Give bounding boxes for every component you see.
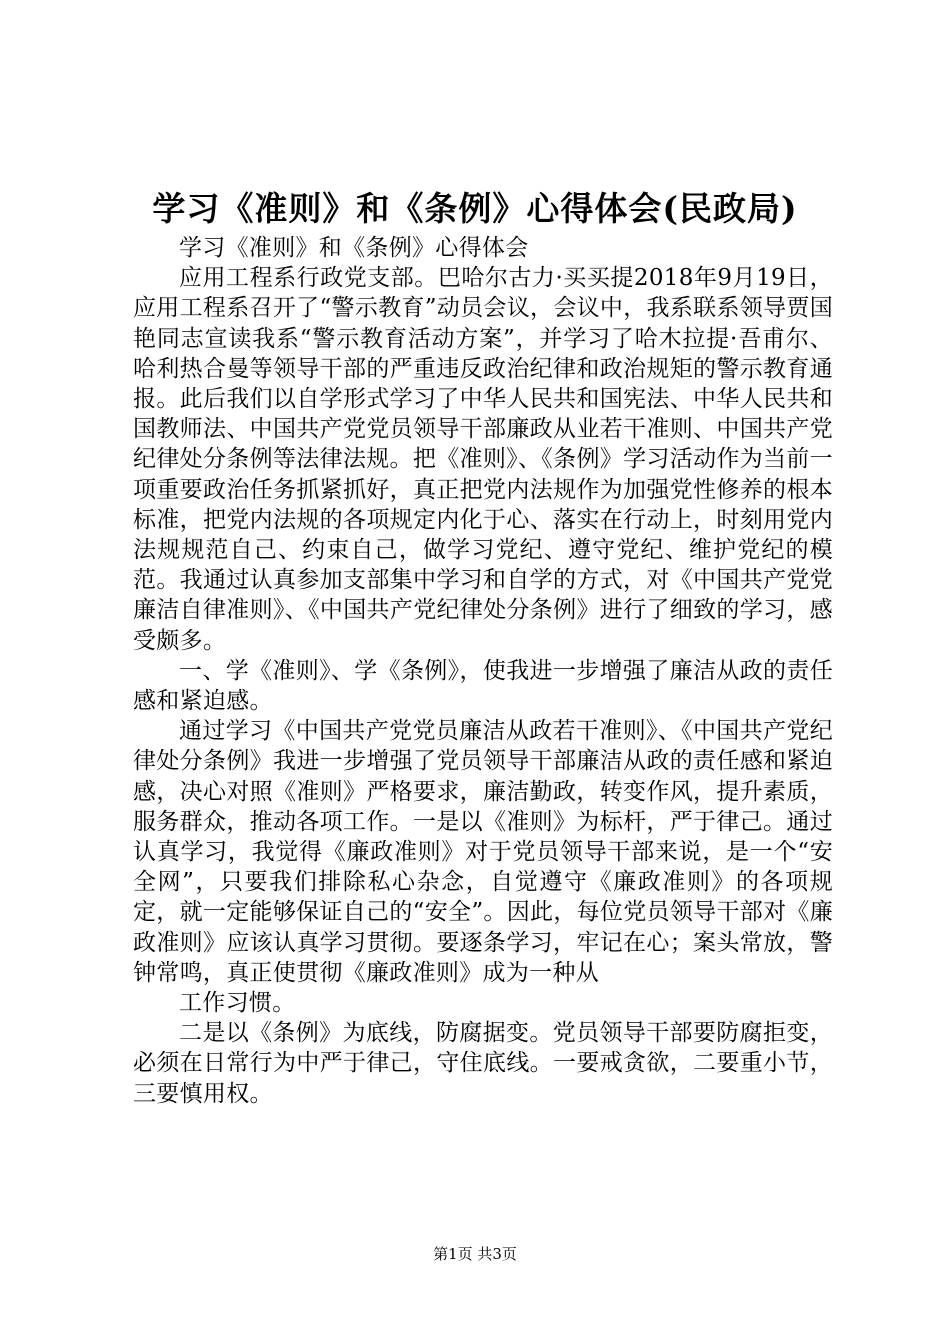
paragraph-section-one-heading: 一、学《准则》、学《条例》，使我进一步增强了廉洁从政的责任感和紧迫感。: [133, 657, 833, 715]
document-title: 学习《准则》和《条例》心得体会(民政局): [152, 189, 798, 228]
document-subtitle: 学习《准则》和《条例》心得体会: [179, 235, 529, 261]
paragraph-section-one-body: 通过学习《中国共产党党员廉洁从政若干准则》、《中国共产党纪律处分条例》我进一步增强了党员领导干部廉洁从政的责任感和紧迫感，决心对照《准则》严格要求，廉洁勤政，转变作风，提升素质，服务群众，推动各项工作。一是以《准则》为标杆，严于律己。通过认真学习，我觉得《廉政准则》对于党员领导干部来说，是一个“安全网”，只要我们排除私心杂念，自觉遵守《廉政准则》的各项规定，就一定能够保证自己的“安全”。因此，每位党员领导干部对《廉政准则》应该认真学习贯彻。要逐条学习，牢记在心；案头常放，警钟常鸣，真正使贯彻《廉政准则》成为一种从: [133, 718, 833, 986]
paragraph-regulation-bottom-line: 二是以《条例》为底线，防腐据变。党员领导干部要防腐拒变，必须在日常行为中严于律己，守住底线。一要戒贪欲，二要重小节，三要慎用权。: [133, 1020, 833, 1107]
paragraph-work-habit: 工作习惯。: [179, 990, 296, 1017]
paragraph-intro: 应用工程系行政党支部。巴哈尔古力·买买提2018年9月19日，应用工程系召开了“警示教育”动员会议，会议中，我系联系领导贾国艳同志宣读我系“警示教育活动方案”，并学习了哈木拉提·吾甫尔、哈利热合曼等领导干部的严重违反政治纪律和政治规矩的警示教育通报。此后我们以自学形式学习了中华人民共和国宪法、中华人民共和国教师法、中国共产党党员领导干部廉政从业若干准则、中国共产党纪律处分条例等法律法规。把《准则》、《条例》学习活动作为当前一项重要政治任务抓紧抓好，真正把党内法规作为加强党性修养的根本标准，把党内法规的各项规定内化于心、落实在行动上，时刻用党内法规规范自己、约束自己，做学习党纪、遵守党纪、维护党纪的模范。我通过认真参加支部集中学习和自学的方式，对《中国共产党党廉洁自律准则》、《中国共产党纪律处分条例》进行了细致的学习，感受颇多。: [133, 265, 833, 654]
document-body: [133, 233, 833, 1109]
page-number-footer: 第1页 共3页: [433, 1245, 517, 1263]
